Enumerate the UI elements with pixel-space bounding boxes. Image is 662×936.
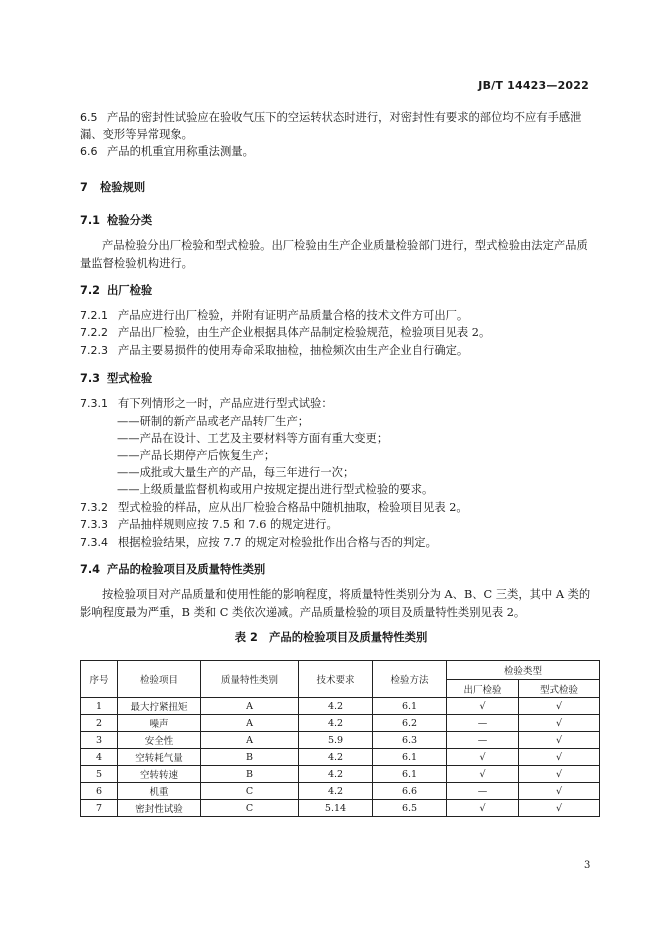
section-title: 型式检验: [107, 372, 153, 385]
clause-text: 产品出厂检验，由生产企业根据具体产品制定检验规范，检验项目见表 2。: [118, 326, 491, 339]
clause-7-2-3: [80, 342, 468, 359]
section-7-4-heading: [80, 561, 265, 577]
table-row: [81, 766, 600, 783]
cell-requirement: 4.2: [299, 749, 373, 766]
section-title: 检验分类: [107, 214, 153, 227]
clause-text: 产品应进行出厂检验，并附有证明产品质量合格的技术文件方可出厂。: [118, 309, 469, 322]
cell-type: √: [519, 749, 600, 766]
cell-factory: √: [447, 749, 519, 766]
cell-no: 2: [81, 715, 118, 732]
clause-number: 7.2.1: [80, 309, 108, 322]
cell-requirement: 4.2: [299, 783, 373, 800]
section-number: 7.2: [80, 284, 101, 297]
section-number: 7.1: [80, 214, 101, 227]
cell-method: 6.3: [373, 732, 447, 749]
header-no: 序号: [81, 661, 118, 698]
cell-no: 6: [81, 783, 118, 800]
clause-7-2-1: [80, 307, 468, 324]
section-number: 7: [80, 181, 88, 194]
list-item: ——产品长期停产后恢复生产；: [117, 449, 276, 462]
cell-factory: —: [447, 715, 519, 732]
cell-method: 6.1: [373, 698, 447, 715]
clause-7-3-2: [80, 499, 468, 516]
cell-category: C: [201, 800, 299, 817]
cell-no: 1: [81, 698, 118, 715]
section-title: 产品的检验项目及质量特性类别: [107, 563, 266, 576]
header-item: 检验项目: [118, 661, 201, 698]
clause-text: 型式检验的样品，应从出厂检验合格品中随机抽取，检验项目见表 2。: [118, 501, 468, 514]
table-row: [81, 715, 600, 732]
list-item: ——成批或大量生产的产品，每三年进行一次；: [117, 466, 355, 479]
cell-no: 4: [81, 749, 118, 766]
cell-requirement: 5.14: [299, 800, 373, 817]
table-row: [81, 698, 600, 715]
cell-type: √: [519, 783, 600, 800]
cell-method: 6.1: [373, 749, 447, 766]
section-7-2-heading: [80, 282, 152, 298]
table-row: [81, 749, 600, 766]
clause-number: 7.2.3: [80, 344, 108, 357]
section-7-heading: [80, 179, 145, 195]
clause-number: 7.3.1: [80, 397, 108, 410]
cell-type: √: [519, 715, 600, 732]
cell-factory: √: [447, 698, 519, 715]
cell-item: 密封性试验: [118, 800, 201, 817]
cell-category: A: [201, 698, 299, 715]
clause-number: 7.3.4: [80, 536, 108, 549]
header-requirement: 技术要求: [299, 661, 373, 698]
cell-category: A: [201, 732, 299, 749]
clause-7-3-3: [80, 516, 338, 533]
list-item: ——产品在设计、工艺及主要材料等方面有重大变更；: [117, 432, 389, 445]
cell-category: B: [201, 749, 299, 766]
section-7-3-heading: [80, 370, 152, 386]
clause-6-5-cont: 漏、变形等异常现象。: [80, 128, 193, 141]
list-item: ——研制的新产品或老产品转厂生产；: [117, 415, 310, 428]
table-caption: 表 2 产品的检验项目及质量特性类别: [234, 631, 428, 644]
cell-requirement: 5.9: [299, 732, 373, 749]
cell-factory: √: [447, 766, 519, 783]
paragraph-7-4-line2: 影响程度最为严重，B 类和 C 类依次递减。产品质量检验的项目及质量特性类别见表 2。: [80, 606, 526, 619]
clause-7-3-4: [80, 534, 437, 551]
clause-7-2-2: [80, 324, 490, 341]
cell-item: 安全性: [118, 732, 201, 749]
cell-item: 空转转速: [118, 766, 201, 783]
section-title: 检验规则: [100, 181, 146, 194]
header-inspection-type: 检验类型: [447, 661, 600, 680]
header-method: 检验方法: [373, 661, 447, 698]
paragraph-7-1-line2: 量监督检验机构进行。: [80, 257, 193, 270]
cell-category: C: [201, 783, 299, 800]
cell-item: 空转耗气量: [118, 749, 201, 766]
clause-text: 产品的机重宜用称重法测量。: [107, 145, 254, 158]
cell-requirement: 4.2: [299, 715, 373, 732]
section-number: 7.3: [80, 372, 101, 385]
standard-id: JB/T 14423—2022: [478, 79, 589, 92]
cell-no: 5: [81, 766, 118, 783]
header-factory-inspection: 出厂检验: [447, 680, 519, 698]
inspection-table: [80, 660, 600, 817]
cell-type: √: [519, 800, 600, 817]
clause-text: 产品抽样规则应按 7.5 和 7.6 的规定进行。: [118, 518, 338, 531]
cell-category: B: [201, 766, 299, 783]
clause-text: 有下列情形之一时，产品应进行型式试验：: [118, 397, 333, 410]
cell-category: A: [201, 715, 299, 732]
paragraph-7-4-line1: 按检验项目对产品质量和使用性能的影响程度，将质量特性类别分为 A、B、C 三类，其中 A 类的: [102, 588, 591, 601]
table-row: [81, 800, 600, 817]
table-row: [81, 783, 600, 800]
section-number: 7.4: [80, 563, 101, 576]
list-item: ——上级质量监督机构或用户按规定提出进行型式检验的要求。: [117, 483, 434, 496]
cell-method: 6.5: [373, 800, 447, 817]
clause-text: 产品主要易损件的使用寿命采取抽检，抽检频次由生产企业自行确定。: [118, 344, 469, 357]
cell-item: 噪声: [118, 715, 201, 732]
clause-number: 6.5: [80, 111, 98, 124]
paragraph-7-1-line1: 产品检验分出厂检验和型式检验。出厂检验由生产企业质量检验部门进行，型式检验由法定产品质: [102, 239, 588, 252]
cell-method: 6.6: [373, 783, 447, 800]
cell-no: 3: [81, 732, 118, 749]
table-row: [81, 732, 600, 749]
cell-type: √: [519, 732, 600, 749]
section-title: 出厂检验: [107, 284, 153, 297]
cell-requirement: 4.2: [299, 698, 373, 715]
cell-factory: —: [447, 783, 519, 800]
clause-text: 根据检验结果，应按 7.7 的规定对检验批作出合格与否的判定。: [118, 536, 437, 549]
header-type-inspection: 型式检验: [519, 680, 600, 698]
cell-method: 6.1: [373, 766, 447, 783]
cell-no: 7: [81, 800, 118, 817]
cell-factory: —: [447, 732, 519, 749]
clause-text: 产品的密封性试验应在验收气压下的空运转状态时进行，对密封性有要求的部位均不应有手感泄: [107, 111, 582, 124]
clause-number: 7.2.2: [80, 326, 108, 339]
cell-requirement: 4.2: [299, 766, 373, 783]
clause-number: 7.3.2: [80, 501, 108, 514]
cell-type: √: [519, 766, 600, 783]
page-number: 3: [584, 860, 591, 871]
cell-type: √: [519, 698, 600, 715]
cell-item: 机重: [118, 783, 201, 800]
clause-number: 6.6: [80, 145, 98, 158]
cell-method: 6.2: [373, 715, 447, 732]
clause-6-5: [80, 109, 581, 126]
section-7-1-heading: [80, 212, 152, 228]
cell-factory: √: [447, 800, 519, 817]
clause-number: 7.3.3: [80, 518, 108, 531]
clause-6-6: [80, 143, 254, 160]
clause-7-3-1: [80, 395, 333, 412]
header-category: 质量特性类别: [201, 661, 299, 698]
cell-item: 最大拧紧扭矩: [118, 698, 201, 715]
